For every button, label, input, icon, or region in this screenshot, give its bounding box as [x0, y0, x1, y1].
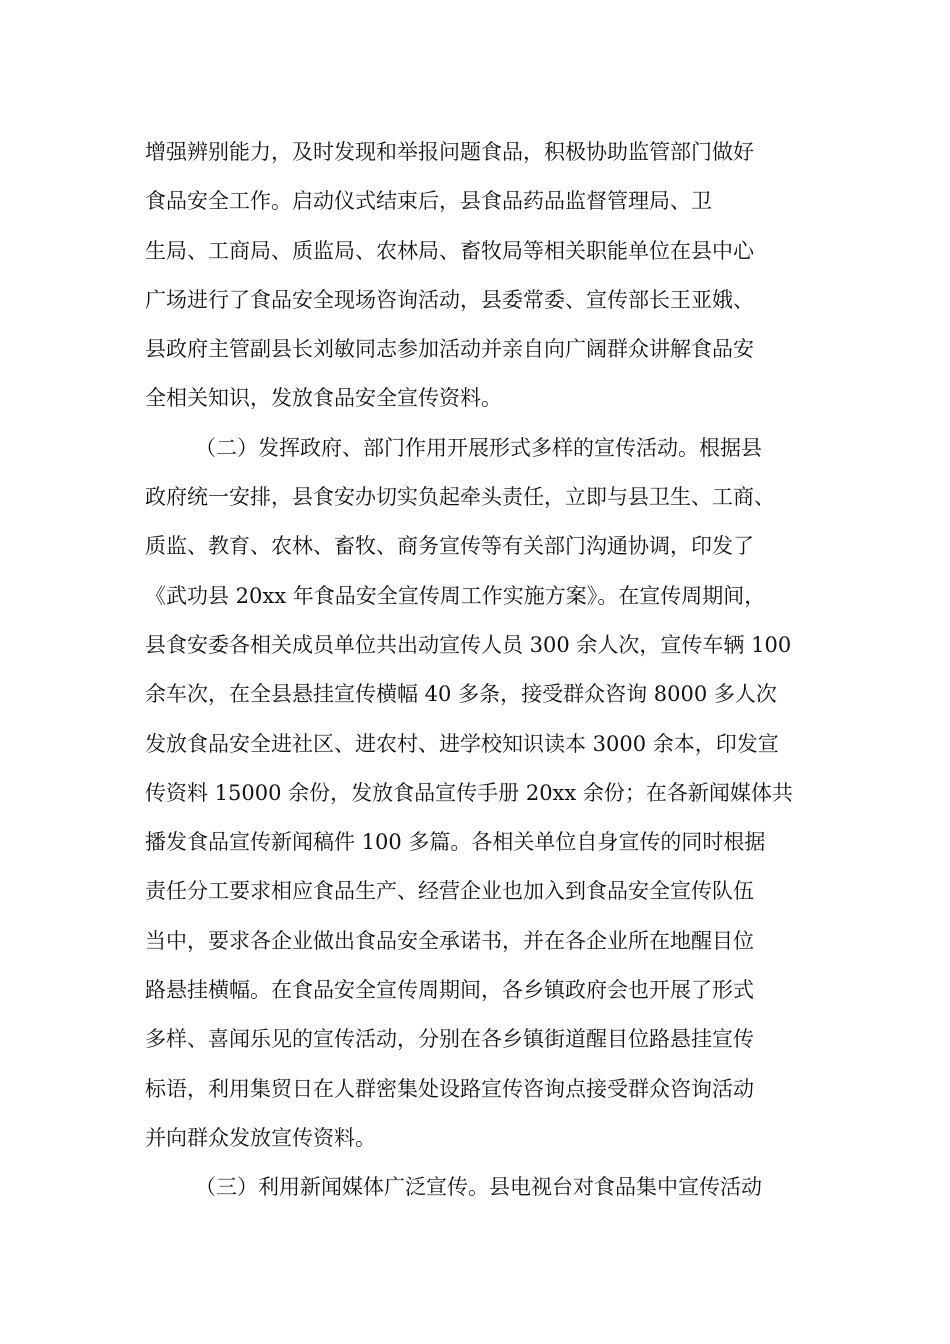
text-line: 余车次，在全县悬挂宣传横幅 40 多条，接受群众咨询 8000 多人次 [145, 682, 777, 707]
text-line: 广场进行了食品安全现场咨询活动，县委常委、宣传部长王亚娥、 [145, 287, 754, 312]
text-line: 县食安委各相关成员单位共出动宣传人员 300 余人次，宣传车辆 100 [145, 632, 792, 657]
text-line: 当中，要求各企业做出食品安全承诺书，并在各企业所在地醒目位 [145, 928, 754, 953]
paragraph [145, 424, 810, 1163]
text-line: 生局、工商局、质监局、农林局、畜牧局等相关职能单位在县中心 [145, 238, 754, 263]
text-line: （三）利用新闻媒体广泛宣传。县电视台对食品集中宣传活动 [195, 1175, 762, 1200]
text-line: 政府统一安排，县食安办切实负起牵头责任，立即与县卫生、工商、 [145, 485, 775, 510]
text-line: 传资料 15000 余份，发放食品宣传手册 20xx 余份；在各新闻媒体共 [145, 780, 793, 805]
paragraph [145, 1163, 810, 1212]
text-line: 增强辨别能力，及时发现和举报问题食品，积极协助监管部门做好 [145, 140, 754, 164]
text-line: 路悬挂横幅。在食品安全宣传周期间，各乡镇政府会也开展了形式 [145, 978, 754, 1003]
text-line: 并向群众发放宣传资料。 [145, 1125, 376, 1150]
text-line: 播发食品宣传新闻稿件 100 多篇。各相关单位自身宣传的同时根据 [145, 830, 766, 855]
text-line: 标语，利用集贸日在人群密集处设路宣传咨询点接受群众咨询活动 [145, 1076, 754, 1101]
text-line: 质监、教育、农林、畜牧、商务宣传等有关部门沟通协调，印发了 [145, 534, 754, 559]
text-line: （二）发挥政府、部门作用开展形式多样的宣传活动。根据县 [195, 435, 762, 460]
text-line: 多样、喜闻乐见的宣传活动，分别在各乡镇街道醒目位路悬挂宣传 [145, 1027, 754, 1052]
paragraph [145, 128, 810, 424]
document-body [145, 128, 810, 1213]
text-line: 食品安全工作。启动仪式结束后，县食品药品监督管理局、卫 [145, 189, 712, 214]
text-line: 全相关知识，发放食品安全宣传资料。 [145, 386, 502, 411]
text-line: 责任分工要求相应食品生产、经营企业也加入到食品安全宣传队伍 [145, 879, 754, 904]
text-line: 《武功县 20xx 年食品安全宣传周工作实施方案》。在宣传周期间， [145, 583, 766, 608]
text-line: 发放食品安全进社区、进农村、进学校知识读本 3000 余本，印发宣 [145, 731, 779, 756]
text-line: 县政府主管副县长刘敏同志参加活动并亲自向广阔群众讲解食品安 [145, 337, 754, 362]
